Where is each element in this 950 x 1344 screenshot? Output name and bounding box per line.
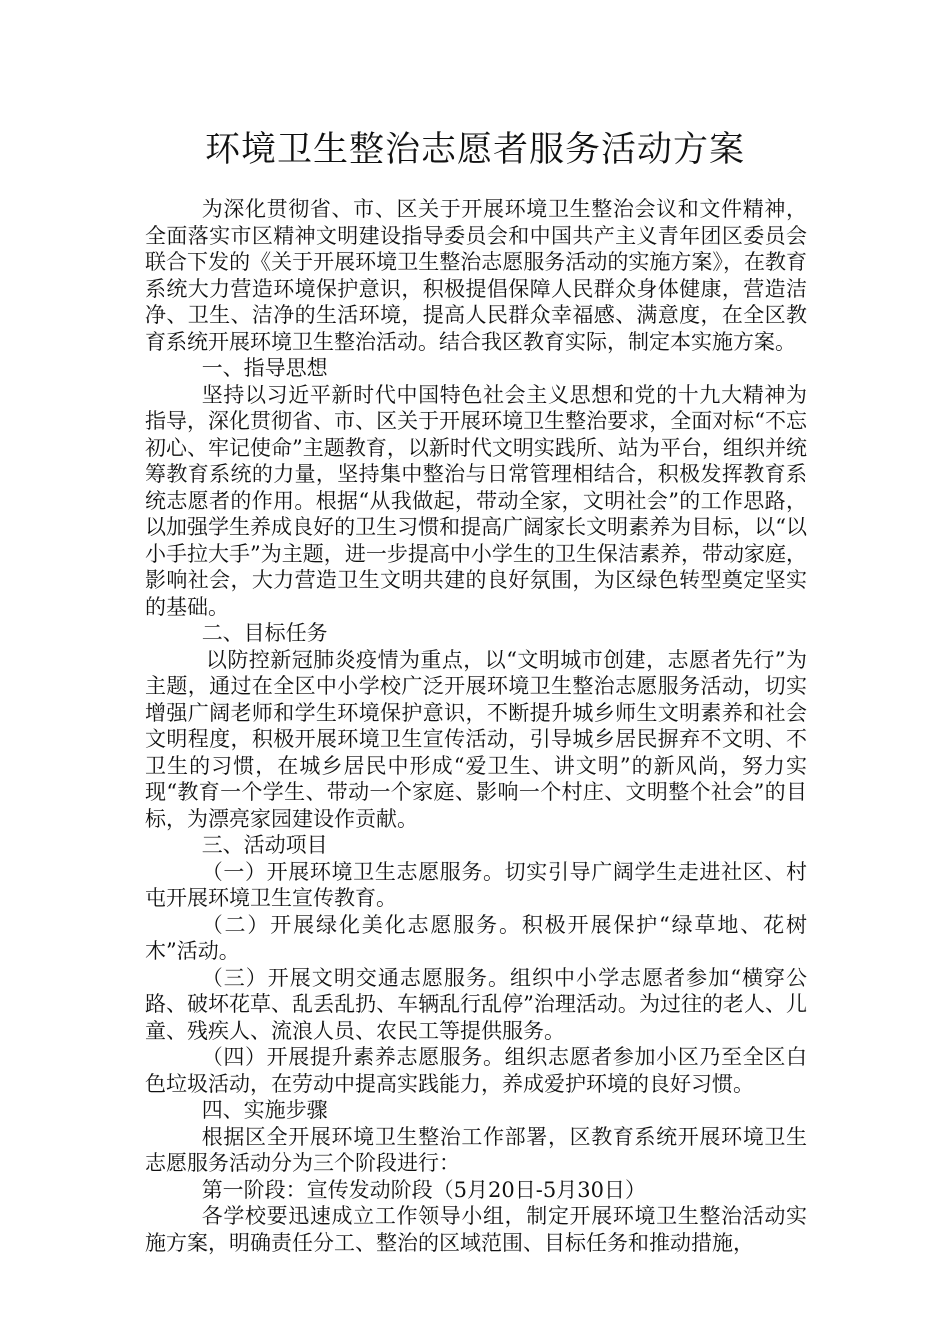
section-heading-activities: 三、活动项目: [201, 833, 328, 857]
activity-item-3: （三）开展文明交通志愿服务。组织中小学志愿者参加“横穿公路、破坏花草、乱丢乱扔、车辆乱行乱停”治理活动。为过往的老人、儿童、残疾人、流浪人员、农民工等提供服务。: [145, 965, 807, 1043]
guiding-ideology-paragraph: 坚持以习近平新时代中国特色社会主义思想和党的十九大精神为指导，深化贯彻省、市、区关于开展环境卫生整治要求，全面对标“不忘初心、牢记使命”主题教育，以新时代文明实践所、站为平台，组织并统筹教育系统的力量，坚持集中整治与日常管理相结合，积极发挥教育系统志愿者的作用。根据“从我做起，带动全家，文明社会”的工作思路，以加强学生养成良好的卫生习惯和提高广阔家长文明素养为目标，以“以小手拉大手”为主题，进一步提高中小学生的卫生保洁素养，带动家庭，影响社会，大力营造卫生文明共建的良好氛围，为区绿色转型奠定坚实的基础。: [145, 382, 807, 619]
section-heading-objectives: 二、目标任务: [201, 621, 328, 645]
phase-one-heading: 第一阶段：宣传发动阶段（5月20日-5月30日）: [201, 1177, 646, 1202]
document-body: [145, 196, 807, 1256]
activity-item-1: （一）开展环境卫生志愿服务。切实引导广阔学生走进社区、村屯开展环境卫生宣传教育。: [145, 859, 807, 910]
document-title: 环境卫生整治志愿者服务活动方案: [204, 130, 745, 170]
activity-item-4: （四）开展提升素养志愿服务。组织志愿者参加小区乃至全区白色垃圾活动，在劳动中提高实践能力，养成爱护环境的良好习惯。: [145, 1045, 807, 1096]
steps-paragraph: 根据区全开展环境卫生整治工作部署，区教育系统开展环境卫生志愿服务活动分为三个阶段进行：: [145, 1124, 807, 1175]
phase-one-paragraph: 各学校要迅速成立工作领导小组，制定开展环境卫生整治活动实施方案，明确责任分工、整治的区域范围、目标任务和推动措施，: [145, 1204, 807, 1255]
objectives-paragraph: 以防控新冠肺炎疫情为重点，以“文明城市创建，志愿者先行”为主题，通过在全区中小学校广泛开展环境卫生整治志愿服务活动，切实增强广阔老师和学生环境保护意识，不断提升城乡师生文明素养和社会文明程度，积极开展环境卫生宣传活动，引导城乡居民摒弃不文明、不卫生的习惯，在城乡居民中形成“爱卫生、讲文明”的新风尚，努力实现“教育一个学生、带动一个家庭、影响一个村庄、文明整个社会”的目标，为漂亮家园建设作贡献。: [145, 647, 807, 831]
section-heading-steps: 四、实施步骤: [201, 1098, 328, 1122]
section-heading-guiding-ideology: 一、指导思想: [201, 356, 328, 380]
activity-item-2: （二）开展绿化美化志愿服务。积极开展保护“绿草地、花树木”活动。: [145, 912, 807, 963]
intro-paragraph: 为深化贯彻省、市、区关于开展环境卫生整治会议和文件精神，全面落实市区精神文明建设指导委员会和中国共产主义青年团区委员会联合下发的《关于开展环境卫生整治志愿服务活动的实施方案》，在教育系统大力营造环境保护意识，积极提倡保障人民群众身体健康，营造洁净、卫生、洁净的生活环境，提高人民群众幸福感、满意度，在全区教育系统开展环境卫生整治活动。结合我区教育实际，制定本实施方案。: [145, 197, 807, 354]
